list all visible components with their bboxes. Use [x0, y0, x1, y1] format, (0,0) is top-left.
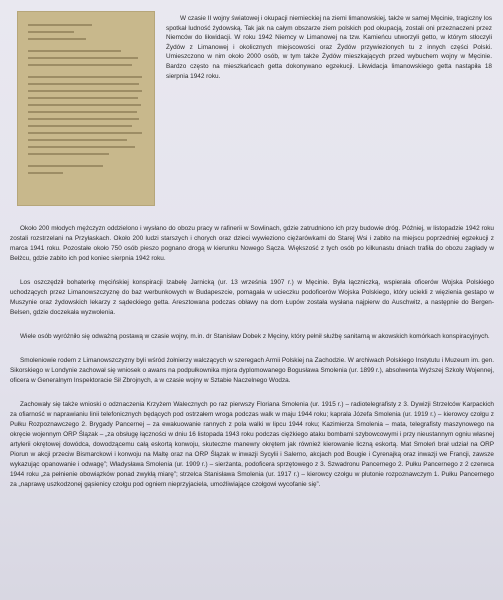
main-text-block: [10, 224, 494, 500]
archival-document-photo: [18, 12, 154, 205]
paragraph-cross-of-valour: Zachowały się także wnioski o odznaczenia Krzyżem Walecznych po raz pierwszy Floriana Smolenia (ur. 1915 r.) – radiotelegrafisty z 3. Dywizji Strzelców Karpackich za ofiarność w naprawianiu linii telefonicznych będących pod ostrzałem wroga podczas walk w maju 1944 roku; kaprala Józefa Smolenia (ur. 1919 r.) – kierowcy czołgu z Pułku Rozpoznawczego 2. Brygady Pancernej – za ewakuowanie rannych z pola walki w lipcu 1944 roku; Kazimierza Smolenia – mata, telegrafisty maszynowego na okręcie wojennym ORP Ślązak – „za obsługę łączności w dniu 16 listopada 1943 roku podczas ciężkiego ataku bombami szybowcowymi i przy nieustannym ogniu własnej artylerii okrętowej dowódca, dowodzącemu całą eskortą konwoju, skuteczne manewry okrętem jak również kierowanie liczną eskortą. Mat Smoleń brał udział na ORP Piorun w akcji przeciw Bismarckowi i konwoju na Maltę oraz na ORP Ślązak w inwazji Sycylii i Salerno, akcjach pod Bougie i Cyrenajką oraz inwazji we Francji, zawsze wykazując opanowanie i odwagę”; Władysława Smolenia (ur. 1909 r.) – sierżanta, podoficera sprzętowego z 3. Szwadronu Pancernego 2. Pułku Pancernego z 2 czerwca 1944 roku „za pełnienie obowiązków ponad zwykłą miarę”; strzelca Stanisława Smolenia (ur. 1917 r.) – kierowcy czołgu w plutonie rozpoznawczym 1. Pułku Pancernego za „naprawę uszkodzonej gąsienicy czołgu pod ogniem nieprzyjaciela, umożliwiające czołgowi wycofanie się”.: [10, 401, 494, 488]
paragraph-ghetto-liquidation: Około 200 młodych mężczyzn oddzielono i wysłano do obozu pracy w rafinerii w Sowlinach, gdzie zatrudniono ich przy budowie dróg. Później, w listopadzie 1942 roku zostali rozstrzelani na Przyłaskach. Około 200 ludzi starszych i chorych oraz dzieci wywieziono ciężarówkami do Starej Wsi i zabito na miejscu poprzedniej egzekucji z marca 1941 roku. Pozostałe około 750 osób pieszo pognano drogą w kierunku Nowego Sącza. Większość z tych osób po kilkunastu dniach trafiła do obozu zagłady w Bełżcu, gdzie zabito ich pod koniec sierpnia 1942 roku.: [10, 225, 494, 262]
paragraph-smolen-family: Smoleniowie rodem z Limanowszczyzny byli wśród żołnierzy walczących w szeregach Armii Polskiej na Zachodzie. W archiwach Polskiego Instytutu i Muzeum im. gen. Sikorskiego w Londynie zachował się wniosek o awans na podpułkownika mjora dyplomowanego Bogusława Smolenia (ur. 1899 r.), absolwenta Wyższej Szkoły Wojennej, oficera w Generalnym Inspektoracie Sił Zbrojnych, a w czasie wojny w Sztabie Naczelnego Wodza.: [10, 357, 494, 384]
paragraph-izabela-jarnicka: Los oszczędził bohaterkę męcińskiej konspiracji Izabelę Jarnicką (ur. 13 września 1907 r.) w Męcinie. Była łączniczką, wspierała oficerów Wojska Polskiego uchodzących przez Limanowszczyznę do baz werbunkowych w Budapeszcie, pomagała w ucieczku podoficerów Wojska Polskiego, który uciekli z więzienia gestapo w Muszynie oraz żydowskich lekarzy z sądeckiego getta. Aresztowana podczas obławy na dom Łupów została wysłana najpierw do Auschwitz, a następnie do Bergen-Belsen, gdzie doczekała wyzwolenia.: [10, 279, 494, 316]
intro-text-block: [166, 14, 492, 81]
document-text-lines: [28, 24, 144, 179]
intro-paragraph: W czasie II wojny światowej i okupacji niemieckiej na ziemi limanowskiej, także w samej Męcinie, tragiczny los spotkał ludność żydowską. Tak jak na całym obszarze ziem polskich pod okupacją, zostali oni przeznaczeni przez Niemców do likwidacji. W roku 1942 Niemcy w Limanowej na tzw. Kamieńcu utworzyli getto, w którym stłoczyli Żydów z Limanowej i okolicznych miejscowości oraz Żydów przywiezionych tu z innych części Polski. Umieszczono w nim około 2000 osób, w tym także Żydów mieszkających przed wybuchem wojny w Męcinie. Bardzo często na mieszkańcach getta dokonywano egzekucji. Likwidacja limanowskiego getta nastąpiła 18 sierpnia 1942 roku.: [166, 15, 492, 80]
paragraph-stanislaw-dobek: Wiele osób wyróżniło się odważną postawą w czasie wojny, m.in. dr Stanisław Dobek z Męciny, który pełnił służbę sanitarną w akowskich komórkach konspiracyjnych.: [20, 333, 490, 340]
